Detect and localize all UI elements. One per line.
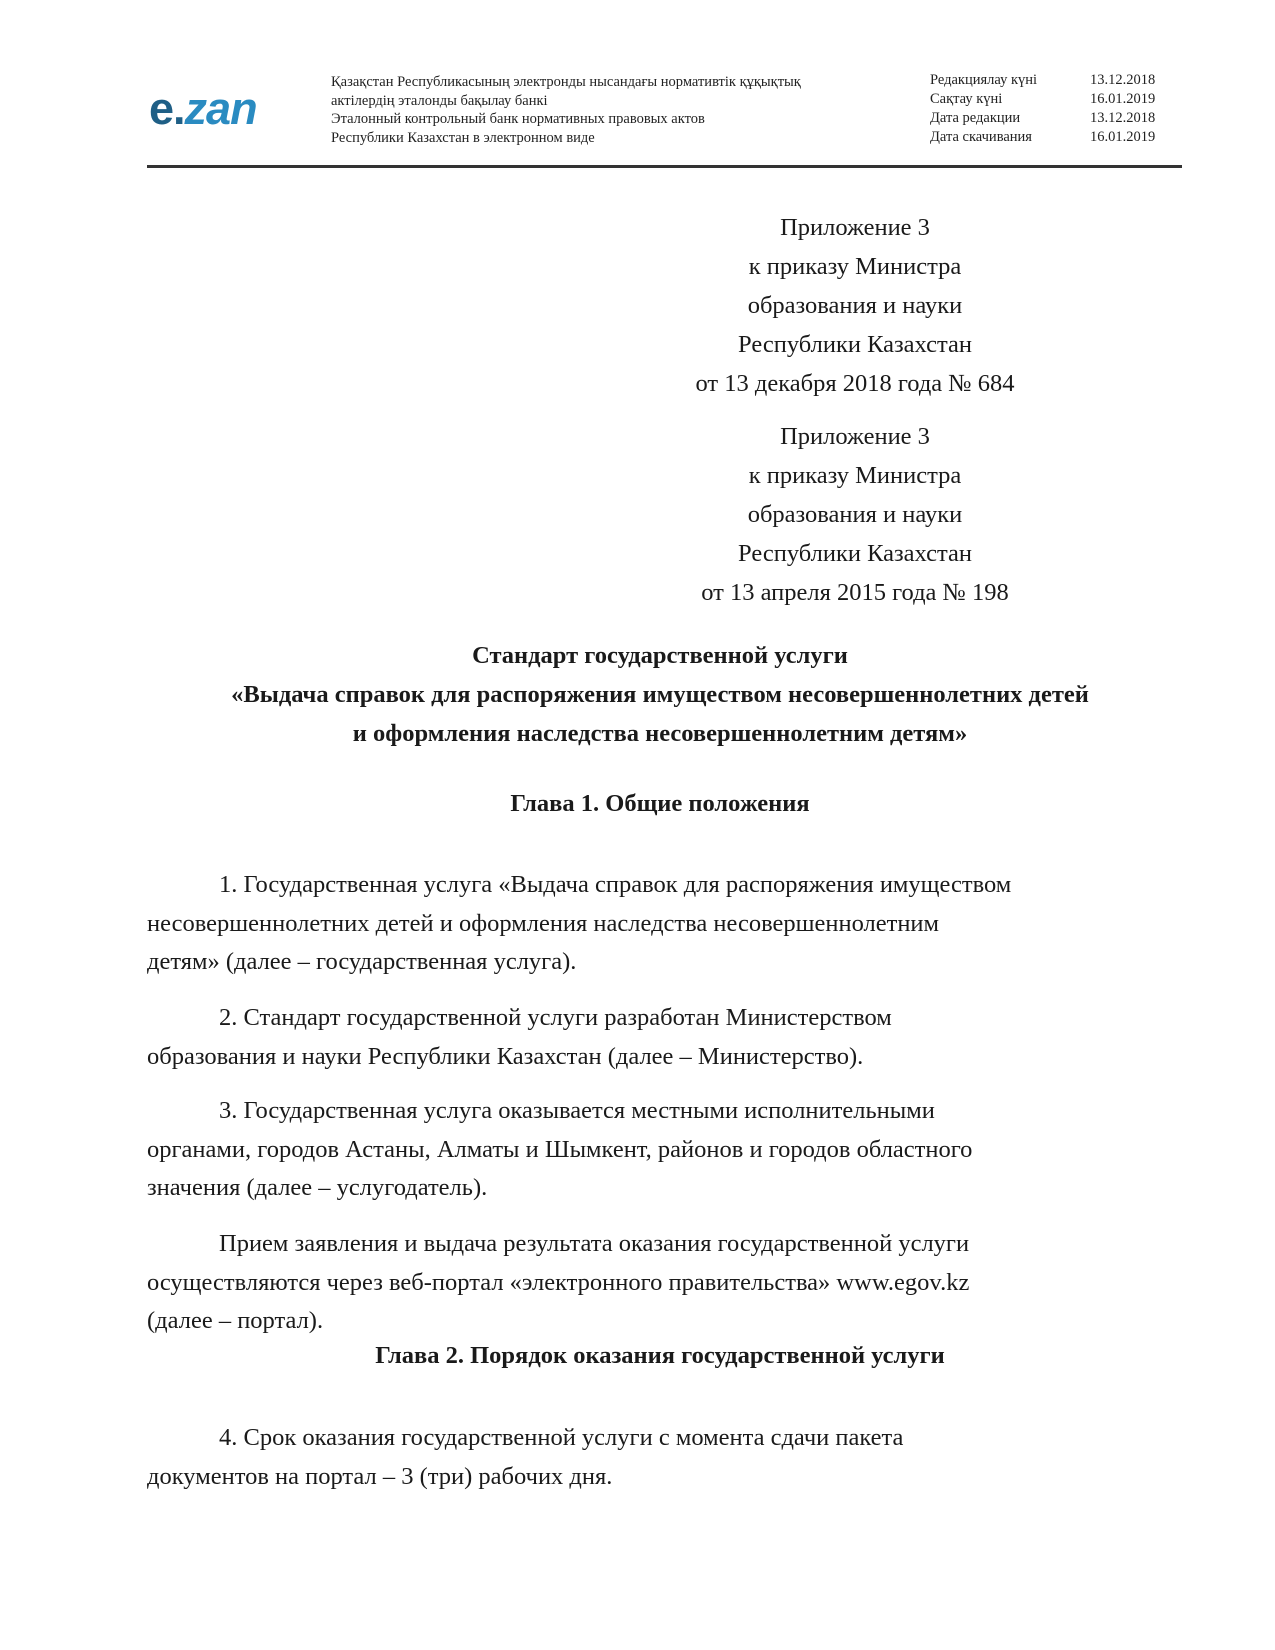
meta-value: 16.01.2019 [1090, 129, 1156, 145]
meta-label: Дата редакции [930, 110, 1021, 126]
chapter-2-heading: Глава 2. Порядок оказания государственной услуги [375, 1342, 945, 1369]
meta-row [930, 109, 1170, 128]
appendix-block-2015 [620, 417, 1090, 612]
meta-label: Сақтау күні [930, 91, 1003, 107]
meta-value: 13.12.2018 [1090, 72, 1156, 88]
title-line: и оформления наследства несовершеннолетним детям» [352, 720, 968, 747]
appendix-line: от 13 апреля 2015 года № 198 [701, 579, 1009, 606]
chapter-1-heading: Глава 1. Общие положения [510, 790, 810, 817]
meta-value: 13.12.2018 [1090, 110, 1156, 126]
ezan-logo: e.zan [149, 83, 257, 134]
paragraph-line: документов на портал – 3 (три) рабочих дня. [147, 1462, 613, 1490]
paragraph-line: Прием заявления и выдача результата оказания государственной услуги [219, 1230, 970, 1257]
document-title [140, 636, 1180, 753]
appendix-line: образования и науки [747, 292, 963, 319]
bank-line: актілердің эталонды бақылау банкі [331, 92, 548, 109]
bank-line: Республики Казахстан в электронном виде [331, 129, 595, 146]
paragraph-line: детям» (далее – государственная услуга). [147, 948, 577, 975]
appendix-block-2018 [620, 208, 1090, 403]
meta-value: 16.01.2019 [1090, 91, 1156, 107]
paragraph-3 [147, 1092, 1182, 1208]
paragraph-1 [147, 866, 1182, 982]
meta-label: Редакциялау күні [930, 72, 1038, 88]
paragraph-line: 2. Стандарт государственной услуги разработан Министерством [219, 1004, 892, 1031]
paragraph-2 [147, 999, 1182, 1076]
appendix-line: Приложение 3 [780, 214, 930, 241]
paragraph-line: осуществляются через веб-портал «электронного правительства» www.egov.kz [147, 1268, 970, 1296]
appendix-line: Приложение 3 [780, 423, 930, 450]
appendix-line: Республики Казахстан [738, 540, 972, 567]
title-line: «Выдача справок для распоряжения имуществом несовершеннолетних детей [231, 681, 1089, 708]
paragraph-portal [147, 1225, 1182, 1341]
paragraph-line: (далее – портал). [147, 1307, 324, 1334]
appendix-line: от 13 декабря 2018 года № 684 [695, 370, 1015, 397]
paragraph-line: несовершеннолетних детей и оформления наследства несовершеннолетним [147, 909, 940, 937]
appendix-line: образования и науки [747, 501, 963, 528]
paragraph-line: 3. Государственная услуга оказывается местными исполнительными [219, 1097, 935, 1124]
paragraph-line: 1. Государственная услуга «Выдача справок для распоряжения имуществом [219, 871, 1012, 898]
paragraph-line: органами, городов Астаны, Алматы и Шымкент, районов и городов областного [147, 1135, 973, 1163]
appendix-line: Республики Казахстан [738, 331, 972, 358]
meta-row [930, 71, 1170, 90]
bank-line: Эталонный контрольный банк нормативных правовых актов [331, 111, 705, 127]
meta-row [930, 90, 1170, 109]
paragraph-line: 4. Срок оказания государственной услуги с момента сдачи пакета [219, 1424, 904, 1451]
document-header [147, 64, 1182, 164]
meta-label: Дата скачивания [930, 129, 1032, 145]
bank-line: Қазақстан Республикасының электронды нысандағы нормативтік құқықтық [331, 74, 801, 90]
meta-row [930, 128, 1170, 147]
document-dates [930, 71, 1170, 147]
appendix-line: к приказу Министра [748, 253, 962, 280]
paragraph-4 [147, 1419, 1182, 1496]
bank-description [331, 73, 801, 147]
header-divider [147, 165, 1182, 168]
paragraph-line: образования и науки Республики Казахстан (далее – Министерство). [147, 1042, 864, 1070]
paragraph-line: значения (далее – услугодатель). [147, 1174, 488, 1201]
title-line: Стандарт государственной услуги [472, 642, 848, 669]
appendix-line: к приказу Министра [748, 462, 962, 489]
